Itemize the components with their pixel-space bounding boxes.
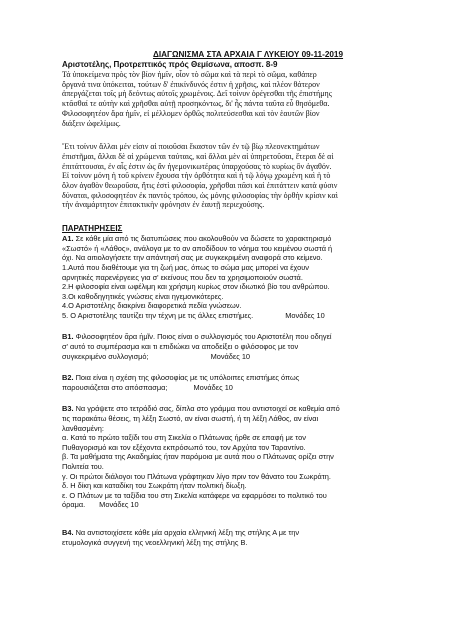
question-label: Β4. (62, 527, 74, 537)
question-line (62, 528, 434, 538)
question-text: συγκεκριμένο συλλογισμό; (62, 351, 149, 361)
question-label: Α1. (62, 234, 74, 244)
question-b2 (62, 373, 434, 392)
statement-item (62, 311, 434, 321)
question-text: Σε κάθε μία από τις διατυπώσεις που ακολουθούν να δώσετε το χαρακτηρισμό (73, 234, 332, 244)
question-line: λανθασμένη: (62, 423, 104, 433)
points-label: Μονάδες 10 (99, 500, 139, 510)
question-line: όχι. Να αιτιολογήσετε την απάντησή σας με συγκεκριμένη αναφορά στο κείμενο. (62, 253, 323, 263)
passage-line: ἐπιτάττουσαι, ἐν αἷς ἐστιν ὡς ἂν ἡγεμονικωτέρας ὑπαρχούσας τὸ κυρίως ὂν ἀγαθόν. (62, 161, 332, 171)
question-b3 (62, 404, 434, 510)
greek-passage-1 (62, 70, 434, 128)
statement-item: αρνητικές παρενέργειες για σ' εκείνους που δεν τα χρησιμοποιούν σωστά. (62, 272, 303, 282)
statement-item: Πυθαγορισμό και τον εξέχοντα εκπρόσωπό του, τον Αρχύτα τον Ταραντίνο. (62, 442, 306, 452)
statement-item: β. Τα μαθήματα της Ακαδημίας ήταν παρόμοια με αυτά που ο Πλάτωνας ορίζει στην (62, 452, 334, 462)
passage-line: Φιλοσοφητέον ἄρα ἡμῖν, εἰ μέλλομεν ὀρθῶς πολιτεύσεσθαι καὶ τὸν ἑαυτῶν βίον (62, 108, 320, 118)
statement-item: δ. Η δίκη και καταδίκη του Σωκράτη ήταν πολιτική δίωξη. (62, 481, 247, 491)
question-line (62, 234, 434, 244)
question-b1 (62, 332, 434, 361)
statement-item: 2.Η φιλοσοφία είναι ωφέλιμη και χρήσιμη κυρίως στον ιδιωτικό βίο του ανθρώπου. (62, 282, 330, 292)
passage-line: ὅλον ἀγαθὸν θεωροῦσα, ἥτις ἐστὶ φιλοσοφία, χρῆσθαι πᾶσι καὶ ἐπιτάττειν κατὰ φύσιν (62, 181, 338, 191)
statement-item: ε. Ο Πλάτων με τα ταξίδια του στη Σικελία κατάφερε να εφαρμόσει το πολιτικό του (62, 490, 327, 500)
document-title: ΔΙΑΓΩΝΙΣΜΑ ΣΤΑ ΑΡΧΑΙΑ Γ ΛΥΚΕΙΟΥ 09-11-2019 (152, 50, 344, 59)
statement-text: όραμα. (62, 500, 86, 510)
question-text: Φιλοσοφητέον ἄρα ἡμῖν. Ποιος είναι ο συλλογισμός του Αριστοτέλη που οδηγεί (73, 332, 332, 342)
question-b4 (62, 528, 434, 547)
question-a1 (62, 234, 434, 320)
passage-line: ἀπεργάζεται τοῖς μὴ δεόντως αὐτοῖς χρωμένοις. Δεῖ τοίνυν ὀρέγεσθαι τῆς ἐπιστήμης (62, 89, 332, 99)
statement-item (62, 500, 434, 510)
question-line (62, 332, 434, 342)
points-label: Μονάδες 10 (285, 310, 325, 320)
points-label: Μονάδες 10 (193, 382, 233, 392)
question-label: Β1. (62, 332, 74, 342)
passage-line: τὴν ἀναμάρτητον ἐπιτακτικὴν φρόνησιν ἐν ἑαυτῇ περιεχούσης. (62, 200, 265, 210)
passage-line: ὄργανά τινα ὑπόκειται, τούτων δ' ἐπικίνδυνός ἐστιν ἡ χρῆσις, καὶ πλέον θάτερον (62, 79, 320, 89)
question-line (62, 383, 434, 393)
question-label: Β3. (62, 404, 74, 414)
question-line: ετυμολογικά συγγενή της νεοελληνική λέξη της στήλης Β. (62, 537, 248, 547)
question-line: τις παρακάτω θέσεις, τη λέξη Σωστό, αν είναι σωστή, ή τη λέξη Λάθος, αν είναι (62, 414, 319, 424)
question-text: Ποια είναι η σχέση της φιλοσοφίας με τις υπόλοιπες επιστήμες όπως (73, 373, 300, 383)
passage-line: Τά ὑποκείμενα πρὸς τὸν βίον ἡμῖν, οἷον τὸ σῶμα καὶ τὰ περὶ τὸ σῶμα, καθάπερ (62, 70, 317, 79)
statement-item: α. Κατά το πρώτο ταξίδι του στη Σικελία ο Πλάτωνας ήρθε σε επαφή με τον (62, 433, 306, 443)
passage-line: Ἔτι τοίνυν ἄλλαι μέν εἰσιν αἱ ποιοῦσαι ἕκαστον τῶν ἐν τῷ βίῳ πλεονεκτημάτων (62, 142, 320, 152)
greek-passage-2 (62, 142, 434, 210)
statement-item: 4.Ο Αριστοτέλης διακρίνει διαφορετικά πεδία γνώσεων. (62, 301, 242, 311)
passage-line: κτᾶσθαί τε αὐτὴν καὶ χρῆσθαι αὐτῇ προσηκόντως, δι' ἧς πάντα ταῦτα εὖ θησόμεθα. (62, 99, 330, 109)
text-source-heading: Αριστοτέλης, Προτρεπτικός πρός Θεμίσωνα, αποσπ. 8-9 (62, 60, 278, 69)
question-line (62, 373, 434, 383)
statement-item: 3.Οι καθοδηγητικές γνώσεις είναι ηγεμονικότερες. (62, 291, 224, 301)
passage-line: ἐπιστῆμαι, ἄλλαι δὲ αἱ χρώμεναι ταύταις, καὶ ἄλλαι μὲν αἱ ὑπηρετοῦσαι, ἕτεραι δὲ αἱ (62, 151, 334, 161)
question-text: Να γράψετε στο τετράδιό σας, δίπλα στο γράμμα που αντιστοιχεί σε καθεμία από (73, 404, 340, 414)
question-line (62, 352, 434, 362)
statement-text: 5. Ο Αριστοτέλης ταυτίζει την τέχνη με τις άλλες επιστήμες. (62, 310, 254, 320)
passage-line: Εἰ τοίνυν μόνη ἡ τοῦ κρίνειν ἔχουσα τὴν ὀρθότητα καὶ ἡ τῷ λόγῳ χρωμένη καὶ ἡ τὸ (62, 171, 331, 181)
question-line: «Σωστό» ή «Λάθος», ανάλογα με το αν αποδίδουν το νόημα του κειμένου σωστά ή (62, 243, 333, 253)
question-text: Να αντιστοιχίσετε κάθε μία αρχαία ελληνική λέξη της στήλης Α με την (73, 527, 300, 537)
statement-item: Πολιτεία του. (62, 462, 104, 472)
question-label: Β2. (62, 373, 74, 383)
points-label: Μονάδες 10 (210, 351, 251, 361)
passage-line: διάξειν ὠφελίμως. (62, 118, 121, 128)
observations-heading: ΠΑΡΑΤΗΡΗΣΕΙΣ (62, 224, 123, 234)
statement-item: 1.Αυτά που διαθέτουμε για τη ζωή μας, όπως το σώμα μας μπορεί να έχουν (62, 262, 309, 272)
question-line (62, 404, 434, 414)
question-text: παρουσιάζεται στο απόσπασμα; (62, 382, 168, 392)
question-line: σ' αυτό το συμπέρασμα και τι επιδιώκει να αποδείξει ο φιλόσοφος με τον (62, 342, 299, 352)
passage-line: δύναται, φιλοσοφητέον ἐκ παντὸς τρόπου, ὡς μόνης φιλοσοφίας τὴν ὀρθὴν κρίσιν καὶ (62, 190, 338, 200)
statement-item: γ. Οι πρώτοι διάλογοι του Πλάτωνα γράφτηκαν λίγο πριν τον θάνατο του Σωκράτη. (62, 471, 331, 481)
